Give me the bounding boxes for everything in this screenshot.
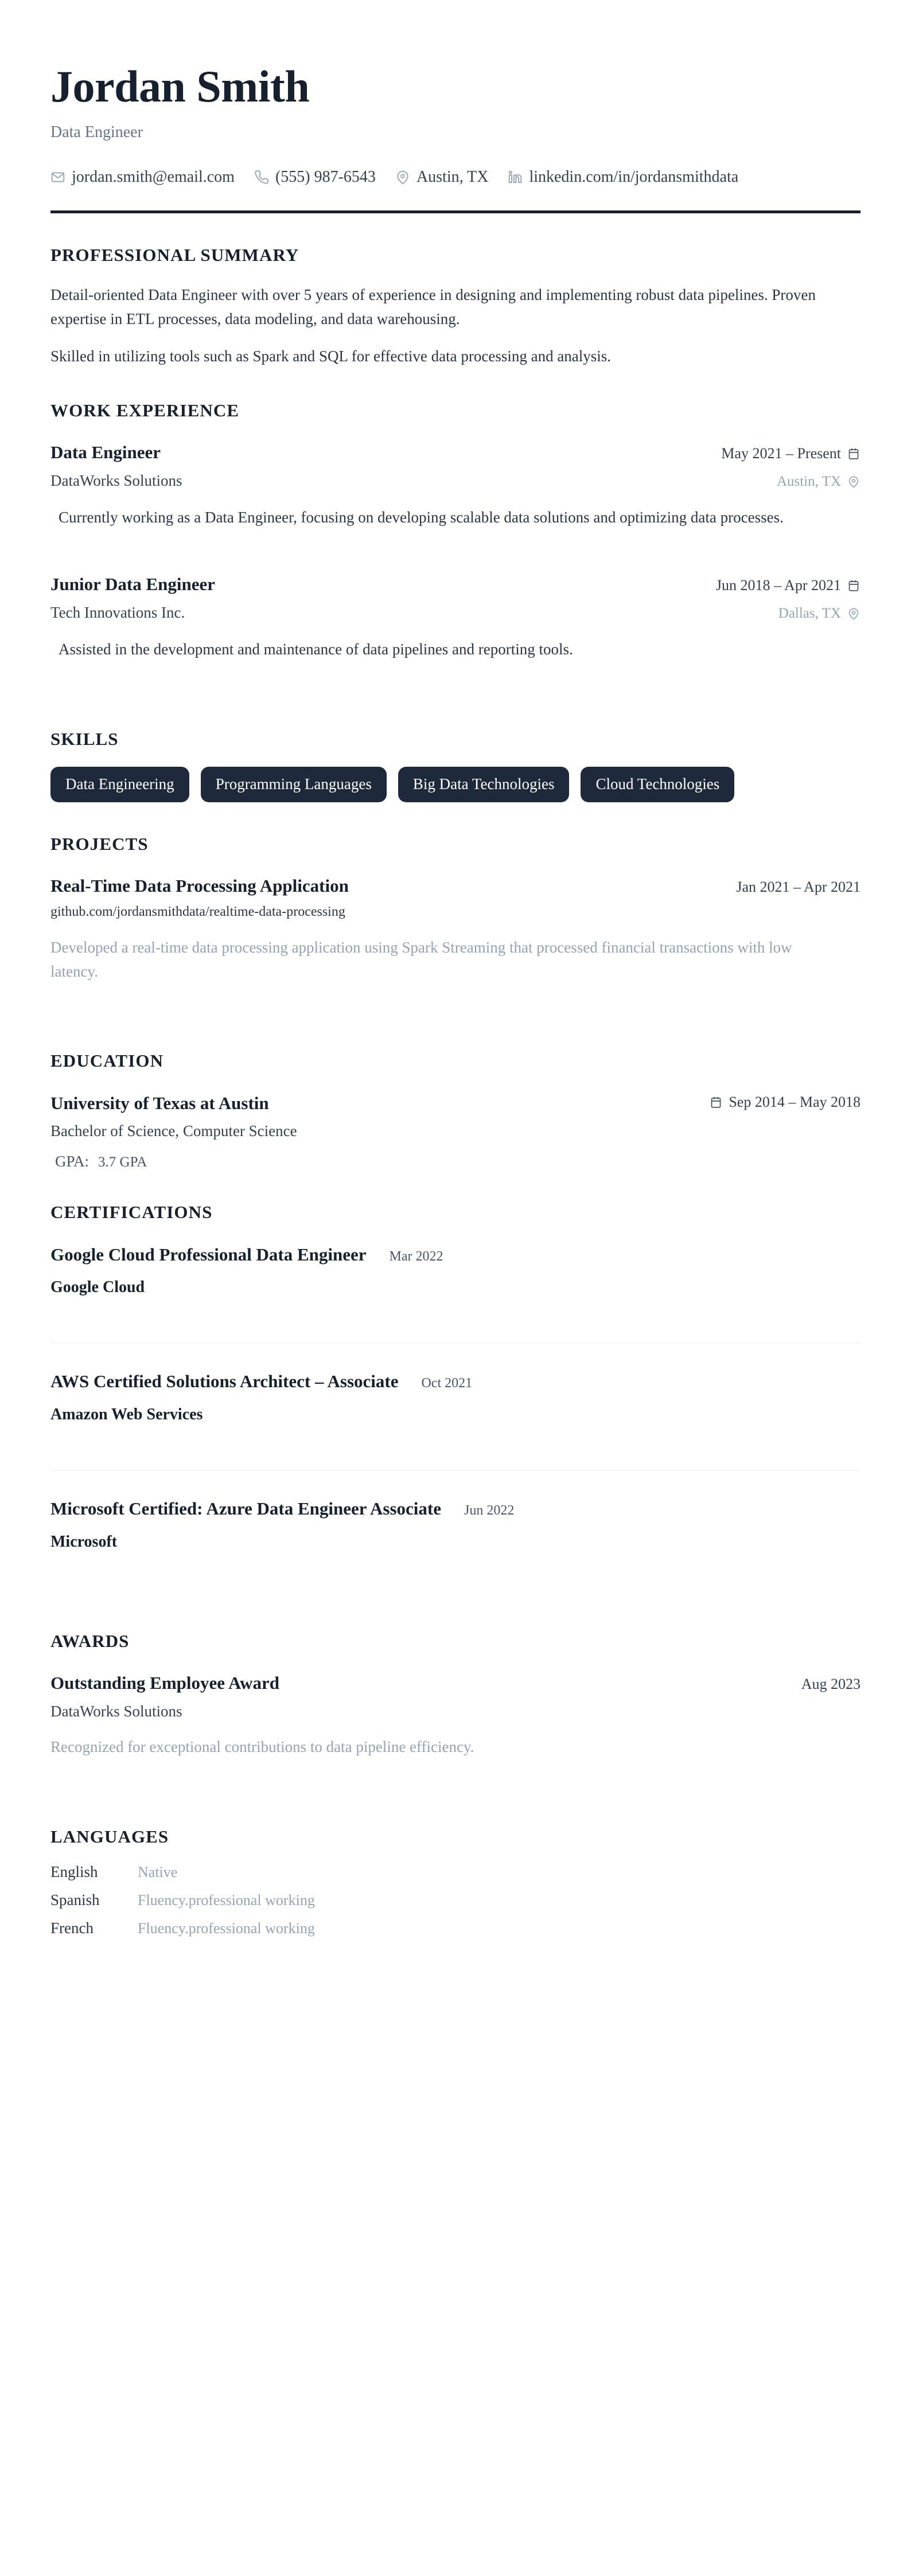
work-dates [716,577,861,594]
skill-badge[interactable]: Programming Languages [201,767,387,802]
contact-email-value: jordan.smith@email.com [72,168,235,186]
contact-phone[interactable] [254,168,376,186]
section-title-certifications: CERTIFICATIONS [50,1202,213,1223]
project-entry [50,875,861,984]
spacer [50,1759,861,1795]
education-school: University of Texas at Austin [50,1092,269,1113]
section-languages [50,1826,861,1937]
work-dates-value: Jun 2018 – Apr 2021 [715,577,841,594]
education-gpa-value: 3.7 GPA [98,1154,147,1170]
certification-issuer: Google Cloud [50,1278,145,1297]
section-title-summary: PROFESSIONAL SUMMARY [50,245,299,266]
summary-paragraph: Skilled in utilizing tools such as Spark and SQL for effective data processing and analysis. [50,348,612,365]
work-company: DataWorks Solutions [50,472,182,490]
education-gpa [50,1153,861,1170]
section-title-skills: SKILLS [50,728,119,749]
spacer [50,983,861,1019]
work-entry [50,442,861,530]
work-location-value: Austin, TX [776,474,841,490]
section-awards [50,1630,861,1759]
work-position: Data Engineer [50,442,161,463]
section-title-awards: AWARDS [50,1630,130,1651]
spacer [50,530,861,553]
contact-email[interactable] [50,168,235,186]
envelope-icon [50,170,65,185]
certification-name: Google Cloud Professional Data Engineer [50,1244,367,1264]
project-description: Developed a real-time data processing application using Spark Streaming that processed financial transactions with low latency. [50,938,792,980]
language-row [50,1891,861,1909]
skill-badge[interactable]: Big Data Technologies [398,767,570,802]
certification-entry [50,1244,861,1322]
contact-phone-value: (555) 987-6543 [275,168,376,186]
summary-paragraph: Detail-oriented Data Engineer with over 5 years of experience in designing and implementing robust data pipelines. Proven expertise in ETL processes, data modeling, and data warehousing. [50,286,816,327]
work-entry [50,573,861,662]
certification-date: Mar 2022 [389,1248,443,1264]
certification-header [50,1371,861,1393]
award-description: Recognized for exceptional contributions to data pipeline efficiency. [50,1738,474,1755]
calendar-icon [709,1095,723,1109]
award-name: Outstanding Employee Award [50,1673,280,1693]
location-pin-icon [847,475,861,489]
certification-name: Microsoft Certified: Azure Data Engineer Associate [50,1498,441,1519]
spacer [50,662,861,697]
summary-body [50,283,861,369]
education-gpa-label: GPA: [55,1153,89,1170]
job-title: Data Engineer [50,123,143,141]
page-title: Jordan Smith [50,61,310,111]
skill-badge[interactable]: Cloud Technologies [581,767,734,802]
header-divider [50,210,861,213]
work-description: Assisted in the development and maintenance of data pipelines and reporting tools. [59,640,573,658]
work-dates [721,445,861,462]
work-description: Currently working as a Data Engineer, focusing on developing scalable data solutions and optimizing data processes. [59,509,784,526]
contact-row [50,168,861,186]
spacer [50,1576,861,1599]
language-name: English [50,1863,98,1880]
certification-header [50,1244,861,1266]
language-level: Native [138,1863,178,1880]
language-level: Fluency.professional working [138,1891,315,1908]
section-title-work: WORK EXPERIENCE [50,400,240,421]
contact-linkedin-value: linkedin.com/in/jordansmithdata [529,168,739,186]
work-location [777,474,861,490]
work-entry-subheader [50,603,861,623]
location-pin-icon [847,607,861,620]
location-pin-icon [395,170,410,185]
project-entry-header [50,875,861,897]
section-projects [50,833,861,984]
education-entry-header [50,1092,861,1115]
section-title-projects: PROJECTS [50,833,149,854]
certification-issuer: Microsoft [50,1532,118,1551]
certification-entry [50,1342,861,1449]
section-skills [50,728,861,802]
contact-linkedin[interactable] [508,168,738,186]
section-work-experience [50,400,861,662]
work-entry-header [50,573,861,596]
skill-badge[interactable]: Data Engineering [50,767,189,802]
education-dates [709,1094,861,1111]
resume-header [50,46,861,213]
section-title-languages: LANGUAGES [50,1826,169,1847]
section-professional-summary [50,244,861,369]
project-dates: Jan 2021 – Apr 2021 [736,878,861,895]
project-url[interactable]: github.com/jordansmithdata/realtime-data-processing [50,904,345,919]
language-name: Spanish [50,1891,100,1908]
language-row [50,1919,861,1937]
certification-header [50,1498,861,1520]
language-name: French [50,1919,94,1937]
education-entry [50,1092,861,1171]
certification-entry [50,1470,861,1576]
work-entry-header [50,442,861,464]
language-list [50,1863,861,1937]
education-dates-value: Sep 2014 – May 2018 [729,1093,861,1110]
skill-badge-list [50,767,739,802]
work-company: Tech Innovations Inc. [50,603,185,621]
work-location [778,606,861,622]
award-entry-header [50,1672,861,1695]
section-certifications [50,1201,861,1576]
work-entry-subheader [50,471,861,491]
language-row [50,1863,861,1881]
project-name: Real-Time Data Processing Application [50,875,349,896]
work-dates-value: May 2021 – Present [721,445,841,462]
calendar-icon [847,579,861,592]
work-location-value: Dallas, TX [778,605,841,621]
certification-name: AWS Certified Solutions Architect – Associate [50,1371,399,1392]
certification-date: Oct 2021 [421,1376,473,1391]
award-entry [50,1672,861,1759]
language-level: Fluency.professional working [138,1919,315,1937]
linkedin-icon [508,170,523,185]
phone-icon [254,170,269,185]
education-degree: Bachelor of Science, Computer Science [50,1122,297,1140]
section-title-education: EDUCATION [50,1051,164,1071]
certification-date: Jun 2022 [464,1503,515,1519]
contact-location[interactable] [395,168,489,186]
award-date: Aug 2023 [801,1676,861,1693]
section-education [50,1050,861,1170]
award-issuer: DataWorks Solutions [50,1702,182,1720]
certification-issuer: Amazon Web Services [50,1406,203,1424]
contact-location-value: Austin, TX [416,168,489,186]
work-position: Junior Data Engineer [50,574,216,595]
calendar-icon [847,447,861,460]
